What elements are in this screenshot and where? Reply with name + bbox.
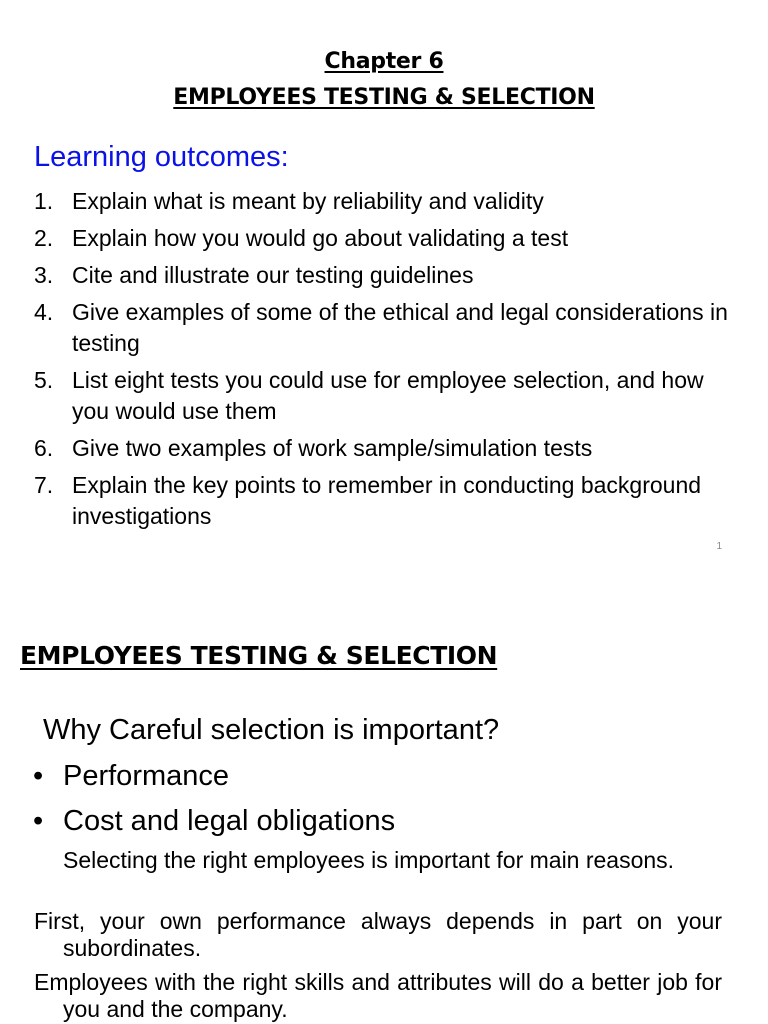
outcome-item	[0, 260, 768, 291]
outcome-text: Give two examples of work sample/simulation tests	[72, 435, 593, 461]
outcome-number: 2.	[34, 225, 54, 251]
outcome-text: Explain what is meant by reliability and validity	[72, 188, 544, 214]
learning-outcomes-list	[0, 186, 768, 538]
outcome-text: Explain how you would go about validating a test	[72, 225, 569, 251]
outcome-item	[0, 223, 768, 254]
outcome-number: 7.	[34, 472, 54, 498]
slide-careful-selection	[0, 600, 768, 1024]
reasons-bullet-list	[0, 758, 395, 848]
outcome-item	[0, 365, 768, 427]
learning-outcomes-heading: Learning outcomes:	[34, 141, 289, 173]
body-paragraph: First, your own performance always depends in part on your subordinates.	[34, 908, 722, 961]
bullet-text: Cost and legal obligations	[63, 805, 396, 837]
outcome-text: List eight tests you could use for employee selection, and how you would use them	[72, 367, 704, 424]
body-paragraph: Employees with the right skills and attributes will do a better job for you and the company.	[34, 969, 722, 1022]
bullet-icon: •	[33, 805, 44, 837]
outcome-number: 6.	[34, 435, 54, 461]
outcome-number: 3.	[34, 262, 54, 288]
bullet-text: Performance	[63, 760, 230, 792]
chapter-subtitle: EMPLOYEES TESTING & SELECTION	[173, 85, 595, 110]
why-question: Why Careful selection is important?	[43, 714, 500, 746]
chapter-title: Chapter 6	[324, 49, 444, 74]
bullet-item	[0, 803, 395, 839]
outcome-item	[0, 297, 768, 359]
outcome-number: 4.	[34, 299, 54, 325]
outcome-item	[0, 470, 768, 532]
outcome-number: 5.	[34, 367, 54, 393]
outcome-text: Cite and illustrate our testing guidelines	[72, 262, 474, 288]
outcome-item	[0, 433, 768, 464]
outcome-text: Give examples of some of the ethical and legal considerations in testing	[72, 299, 728, 356]
outcome-text: Explain the key points to remember in conducting background investigations	[72, 472, 702, 529]
outcome-item	[0, 186, 768, 217]
page-number: 1	[716, 541, 722, 552]
bullet-icon: •	[33, 760, 44, 792]
body-paragraph: Selecting the right employees is important for main reasons.	[63, 847, 675, 873]
bullet-item	[0, 758, 395, 794]
outcome-number: 1.	[34, 188, 54, 214]
section-heading: EMPLOYEES TESTING & SELECTION	[20, 641, 498, 670]
